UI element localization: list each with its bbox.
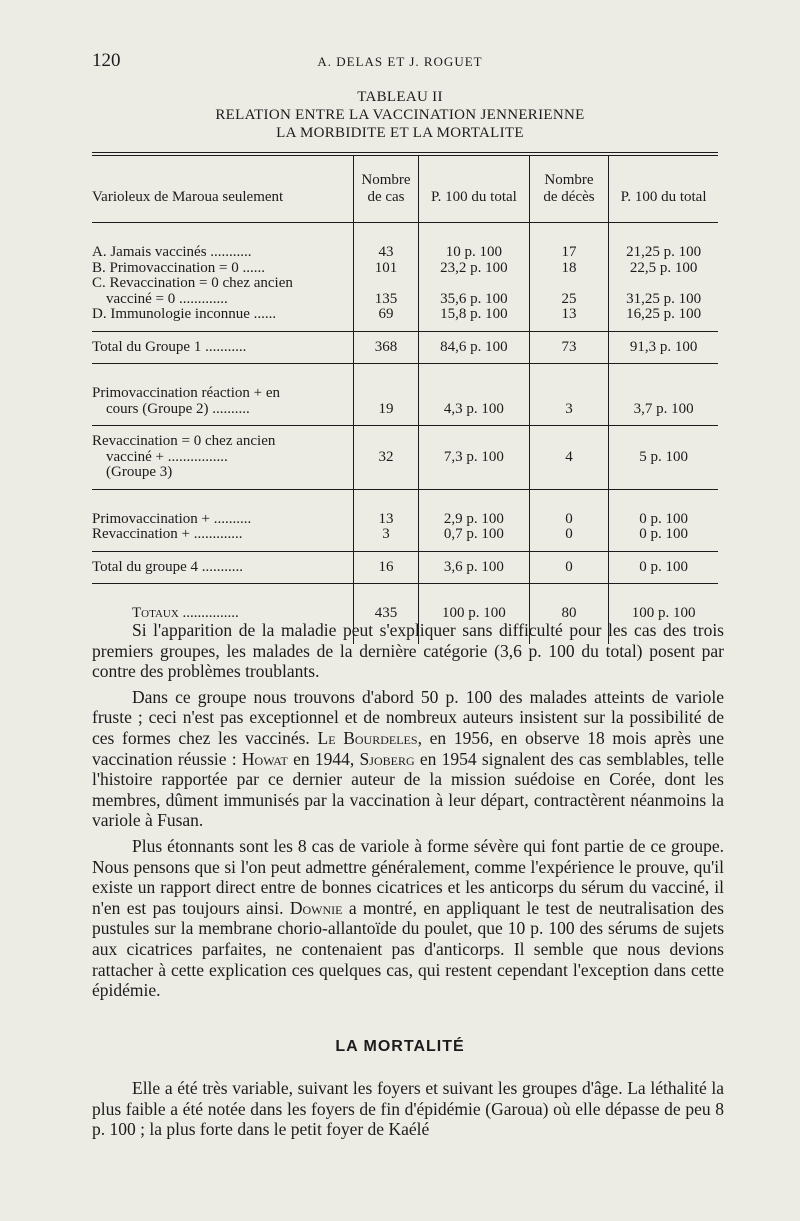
p2-text-c: en 1944, bbox=[293, 748, 355, 769]
header-col4-line1: Nombre bbox=[544, 172, 594, 188]
author-le-bourdeles: Le Bourdeles bbox=[317, 727, 418, 748]
table-row bbox=[92, 245, 718, 261]
group2-label-line2: cours (Groupe 2) .......... bbox=[106, 400, 250, 417]
cell-cas: 368 bbox=[353, 340, 418, 356]
p3-text-a: Plus étonnants sont les 8 cas de variole à forme sévère qui font partie de ce groupe. Nous pensons que si l'on peut admettre généralement, comme l'expérience le prouve, qu'il existe un rapport direct entre de bonnes cicatrices et les anticorps du sérum du vacciné, il n'en est pas toujours ainsi. bbox=[92, 835, 724, 918]
page-number: 120 bbox=[92, 50, 121, 71]
header-col4-line2: de décès bbox=[543, 189, 595, 205]
group3-label-line1: Revaccination = 0 chez ancien bbox=[92, 433, 276, 449]
cell-cas: 32 bbox=[353, 434, 418, 481]
cell-deces: 17 bbox=[529, 245, 608, 261]
cell-cas: 101 bbox=[353, 261, 418, 277]
table-row bbox=[92, 276, 718, 292]
cell-pct-cas: 3,6 p. 100 bbox=[419, 560, 530, 576]
cell-pct-cas: 0,7 p. 100 bbox=[419, 527, 530, 543]
cell-pct-deces: 5 p. 100 bbox=[609, 434, 718, 481]
cell-pct-cas: 10 p. 100 bbox=[419, 245, 530, 261]
cell-pct-deces: 0 p. 100 bbox=[609, 527, 718, 543]
table-row bbox=[92, 261, 718, 277]
cell-cas: 19 bbox=[353, 386, 418, 417]
paragraph-4: Elle a été très variable, suivant les foyers et suivant les groupes d'âge. La léthalité la plus faible a été notée dans les foyers de fin d'épidémie (Garoua) où elle dépasse de peu 8 p. 100 ; la plus forte dans le petit foyer de Kaélé bbox=[92, 1078, 724, 1140]
cell-pct-cas: 7,3 p. 100 bbox=[419, 434, 530, 481]
header-col4 bbox=[529, 156, 608, 223]
row-label bbox=[92, 434, 353, 481]
cell-cas: 69 bbox=[353, 307, 418, 323]
cell-cas: 135 bbox=[353, 292, 418, 308]
cell-pct-cas: 23,2 p. 100 bbox=[419, 261, 530, 277]
cell-deces bbox=[529, 276, 608, 292]
cell-pct-cas: 100 p. 100 bbox=[419, 606, 530, 622]
table-title bbox=[0, 88, 800, 142]
row-label: C. Revaccination = 0 chez ancien bbox=[92, 275, 293, 291]
paragraph-1: Si l'apparition de la maladie peut s'expliquer sans difficulté pour les cas des trois premiers groupes, les malades de la dernière catégorie (3,6 p. 100 du total) posent par contre des problèmes troublants. bbox=[92, 620, 724, 682]
row-label: A. Jamais vaccinés ........... bbox=[92, 244, 252, 260]
row-label: Revaccination + ............. bbox=[92, 526, 243, 542]
section-title: LA MORTALITÉ bbox=[335, 1038, 465, 1055]
header-col5: P. 100 du total bbox=[609, 156, 718, 223]
table-title-line1: TABLEAU II bbox=[357, 89, 443, 105]
cell-pct-cas: 84,6 p. 100 bbox=[419, 340, 530, 356]
table-row bbox=[92, 512, 718, 528]
p2-text-d: en 1954 signalent des cas semblables, telle l'histoire rapportée par ce dernier auteur de la mission suédoise en Corée, dont les membres, dûment immunisés par la vaccination à leur départ, contractèrent néanmoins la variole à Fusan. bbox=[92, 748, 725, 831]
p3-text-b: a montré, en appliquant le test de neutralisation des pustules sur la membrane chorio-allantoïde du poulet, que 10 p. 100 des sérums de sujets aux cicatrices parfaites, ne contenaient pas d'anticorps. Il semble que nous devions rattacher à cette explication ces quelques cas, qui restent cependant l'exception dans cette épidémie. bbox=[92, 897, 724, 1001]
p2-text-b: , en 1956, en observe 18 mois après une vaccination réussie : bbox=[92, 727, 725, 769]
cell-pct-deces: 91,3 p. 100 bbox=[609, 340, 718, 356]
cell-pct-deces: 16,25 p. 100 bbox=[609, 307, 718, 323]
table-title-line2: RELATION ENTRE LA VACCINATION JENNERIENNE bbox=[215, 107, 585, 123]
total-group1-row bbox=[92, 340, 718, 356]
group3-row bbox=[92, 434, 718, 481]
cell-pct-deces: 0 p. 100 bbox=[609, 512, 718, 528]
row-label: Total du Groupe 1 ........... bbox=[92, 338, 247, 355]
p2-text-a: Dans ce groupe nous trouvons d'abord 50 p. 100 des malades atteints de variole fruste ; ceci n'est pas exceptionnel et de nombreux auteurs insistent sur la possibilité de ces formes chez les vaccinés. bbox=[92, 686, 724, 748]
cell-deces: 4 bbox=[529, 434, 608, 481]
cell-pct-deces: 21,25 p. 100 bbox=[609, 245, 718, 261]
cell-pct-deces: 31,25 p. 100 bbox=[609, 292, 718, 308]
cell-deces: 0 bbox=[529, 560, 608, 576]
row-label: Primovaccination + .......... bbox=[92, 510, 252, 527]
header-col3: P. 100 du total bbox=[419, 156, 530, 223]
table-row bbox=[92, 292, 718, 308]
cell-deces: 0 bbox=[529, 512, 608, 528]
table-row bbox=[92, 527, 718, 543]
cell-deces: 25 bbox=[529, 292, 608, 308]
header-col2-line1: Nombre bbox=[361, 172, 411, 188]
cell-cas: 13 bbox=[353, 512, 418, 528]
group3-label-line2: vacciné + ................ bbox=[106, 448, 228, 465]
header-col2-line2: de cas bbox=[367, 189, 405, 205]
cell-cas: 435 bbox=[353, 606, 418, 622]
cell-deces: 0 bbox=[529, 527, 608, 543]
cell-deces: 3 bbox=[529, 386, 608, 417]
cell-cas: 16 bbox=[353, 560, 418, 576]
group2-row bbox=[92, 386, 718, 417]
cell-cas: 3 bbox=[353, 527, 418, 543]
author-sjoberg: Sjoberg bbox=[359, 748, 415, 769]
row-label: D. Immunologie inconnue ...... bbox=[92, 306, 277, 322]
table-header-row bbox=[92, 156, 718, 223]
cell-pct-deces: 100 p. 100 bbox=[609, 606, 718, 622]
cell-deces: 80 bbox=[529, 606, 608, 622]
row-label bbox=[92, 386, 353, 417]
cell-deces: 73 bbox=[529, 340, 608, 356]
cell-pct-cas: 15,8 p. 100 bbox=[419, 307, 530, 323]
row-label: Totaux ............... bbox=[132, 605, 239, 621]
cell-pct-deces: 3,7 p. 100 bbox=[609, 386, 718, 417]
row-label: vacciné = 0 ............. bbox=[106, 290, 228, 307]
cell-pct-cas: 4,3 p. 100 bbox=[419, 386, 530, 417]
vaccination-table bbox=[92, 152, 718, 644]
header-col2 bbox=[353, 156, 418, 223]
cell-pct-cas: 35,6 p. 100 bbox=[419, 292, 530, 308]
group2-label-line1: Primovaccination réaction + en bbox=[92, 385, 280, 401]
header-col1: Varioleux de Maroua seulement bbox=[92, 188, 284, 205]
row-label: B. Primovaccination = 0 ...... bbox=[92, 259, 266, 276]
cell-cas bbox=[353, 276, 418, 292]
row-label: Total du groupe 4 ........... bbox=[92, 558, 244, 575]
cell-deces: 18 bbox=[529, 261, 608, 277]
table-row bbox=[92, 307, 718, 323]
cell-pct-cas bbox=[419, 276, 530, 292]
total-group4-row bbox=[92, 560, 718, 576]
cell-pct-deces: 22,5 p. 100 bbox=[609, 261, 718, 277]
body-text bbox=[92, 620, 724, 1006]
body-text-mortality bbox=[92, 1078, 724, 1140]
paragraph-2 bbox=[92, 687, 724, 831]
cell-pct-cas: 2,9 p. 100 bbox=[419, 512, 530, 528]
group3-label-line3: (Groupe 3) bbox=[106, 464, 173, 480]
paragraph-3 bbox=[92, 836, 724, 1001]
author-downie: Downie bbox=[289, 897, 343, 918]
author-howat: Howat bbox=[241, 748, 288, 769]
table-title-line3: LA MORBIDITE ET LA MORTALITE bbox=[276, 125, 524, 141]
cell-pct-deces: 0 p. 100 bbox=[609, 560, 718, 576]
cell-cas: 43 bbox=[353, 245, 418, 261]
running-head: A. DELAS ET J. ROGUET bbox=[317, 54, 483, 69]
cell-deces: 13 bbox=[529, 307, 608, 323]
cell-pct-deces bbox=[609, 276, 718, 292]
